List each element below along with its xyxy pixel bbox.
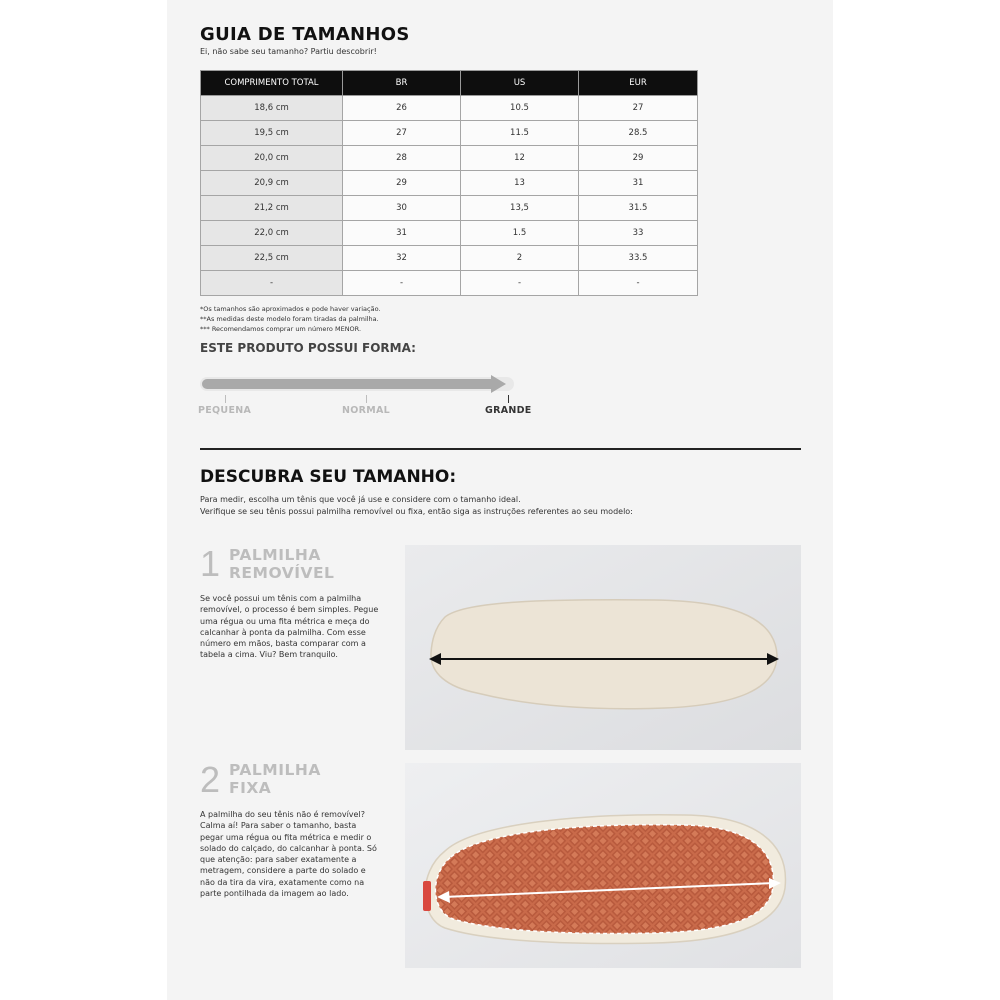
table-cell: 13 bbox=[461, 171, 579, 196]
note-line: *Os tamanhos são aproximados e pode haver variação. bbox=[200, 305, 381, 313]
heel-tab bbox=[423, 881, 431, 911]
fit-title: ESTE PRODUTO POSSUI FORMA: bbox=[200, 341, 416, 355]
table-cell: 33.5 bbox=[579, 246, 698, 271]
table-cell: 19,5 cm bbox=[201, 121, 343, 146]
table-cell: 27 bbox=[579, 96, 698, 121]
table-cell: 29 bbox=[579, 146, 698, 171]
fit-tick-normal bbox=[366, 395, 367, 403]
step-1-number: 1 bbox=[200, 543, 221, 584]
table-cell: 29 bbox=[343, 171, 461, 196]
table-cell: 26 bbox=[343, 96, 461, 121]
table-cell: 33 bbox=[579, 221, 698, 246]
column-header: US bbox=[461, 71, 579, 96]
discover-title: DESCUBRA SEU TAMANHO: bbox=[200, 467, 457, 487]
table-cell: 10.5 bbox=[461, 96, 579, 121]
step-2-number: 2 bbox=[200, 759, 221, 800]
sole-measure-image bbox=[405, 763, 801, 968]
table-row bbox=[201, 271, 698, 296]
table-row bbox=[201, 221, 698, 246]
fit-tick-large bbox=[508, 395, 509, 403]
table-cell: 11.5 bbox=[461, 121, 579, 146]
table-cell: 31.5 bbox=[579, 196, 698, 221]
fit-label-normal: NORMAL bbox=[342, 405, 391, 416]
fit-scale bbox=[198, 375, 532, 420]
table-row bbox=[201, 246, 698, 271]
size-notes bbox=[200, 304, 381, 334]
table-cell: - bbox=[579, 271, 698, 296]
step-2-body: A palmilha do seu tênis não é removível? Calma aí! Para saber o tamanho, basta pegar uma régua ou fita métrica e medir o solado do calçado, do calcanhar à ponta. Só que atenção: para saber exatamente a metragem, considere a parte do solado e não da tira da vira, exatamente como na parte pontilhada da imagem ao lado. bbox=[200, 810, 377, 899]
step-1-title-line: REMOVÍVEL bbox=[229, 564, 335, 582]
note-line: **As medidas deste modelo foram tiradas da palmilha. bbox=[200, 315, 379, 323]
step-2-title-line: PALMILHA bbox=[229, 761, 321, 779]
table-cell: - bbox=[343, 271, 461, 296]
fit-tick-small bbox=[225, 395, 226, 403]
table-row bbox=[201, 121, 698, 146]
table-cell: 31 bbox=[579, 171, 698, 196]
column-header: COMPRIMENTO TOTAL bbox=[201, 71, 343, 96]
fit-label-small: PEQUENA bbox=[198, 405, 252, 416]
step-2-title-line: FIXA bbox=[229, 779, 272, 797]
table-cell: 12 bbox=[461, 146, 579, 171]
page-title: GUIA DE TAMANHOS bbox=[200, 24, 410, 45]
table-cell: 28.5 bbox=[579, 121, 698, 146]
intro-line: Para medir, escolha um tênis que você já use e considere com o tamanho ideal. bbox=[200, 495, 521, 504]
size-table bbox=[200, 70, 698, 296]
note-line: *** Recomendamos comprar um número MENOR. bbox=[200, 325, 362, 333]
table-cell: 20,9 cm bbox=[201, 171, 343, 196]
table-cell: 21,2 cm bbox=[201, 196, 343, 221]
table-cell: 28 bbox=[343, 146, 461, 171]
page-subtitle: Ei, não sabe seu tamanho? Partiu descobrir! bbox=[200, 47, 377, 56]
intro-line: Verifique se seu tênis possui palmilha removível ou fixa, então siga as instruções referentes ao seu modelo: bbox=[200, 506, 633, 516]
table-cell: - bbox=[201, 271, 343, 296]
column-header: BR bbox=[343, 71, 461, 96]
table-cell: - bbox=[461, 271, 579, 296]
fit-arrow-icon bbox=[491, 375, 506, 393]
fit-label-large-selected: GRANDE bbox=[485, 405, 532, 416]
table-cell: 27 bbox=[343, 121, 461, 146]
insole-photo bbox=[405, 545, 801, 750]
table-cell: 30 bbox=[343, 196, 461, 221]
table-row bbox=[201, 171, 698, 196]
table-row bbox=[201, 196, 698, 221]
fit-scale-bar bbox=[202, 379, 492, 389]
table-row bbox=[201, 146, 698, 171]
table-row bbox=[201, 96, 698, 121]
insole-shape bbox=[431, 600, 777, 709]
table-cell: 22,0 cm bbox=[201, 221, 343, 246]
table-header-row bbox=[201, 71, 698, 96]
column-header: EUR bbox=[579, 71, 698, 96]
discover-intro bbox=[200, 494, 800, 517]
step-1-title-line: PALMILHA bbox=[229, 546, 321, 564]
section-divider bbox=[200, 448, 801, 450]
table-cell: 1.5 bbox=[461, 221, 579, 246]
step-1-title bbox=[229, 546, 334, 582]
step-1-body: Se você possui um tênis com a palmilha removível, o processo é bem simples. Pegue uma régua ou uma fita métrica e meça do calcanhar à ponta da palmilha. Com esse número em mãos, basta comparar com a tabela a cima. Viu? Bem tranquilo. bbox=[200, 594, 379, 660]
sole-photo bbox=[405, 763, 801, 968]
table-cell: 18,6 cm bbox=[201, 96, 343, 121]
table-cell: 13,5 bbox=[461, 196, 579, 221]
step-2-title bbox=[229, 761, 321, 797]
table-cell: 2 bbox=[461, 246, 579, 271]
table-cell: 32 bbox=[343, 246, 461, 271]
insole-measure-image bbox=[405, 545, 801, 750]
table-cell: 31 bbox=[343, 221, 461, 246]
table-cell: 22,5 cm bbox=[201, 246, 343, 271]
table-cell: 20,0 cm bbox=[201, 146, 343, 171]
